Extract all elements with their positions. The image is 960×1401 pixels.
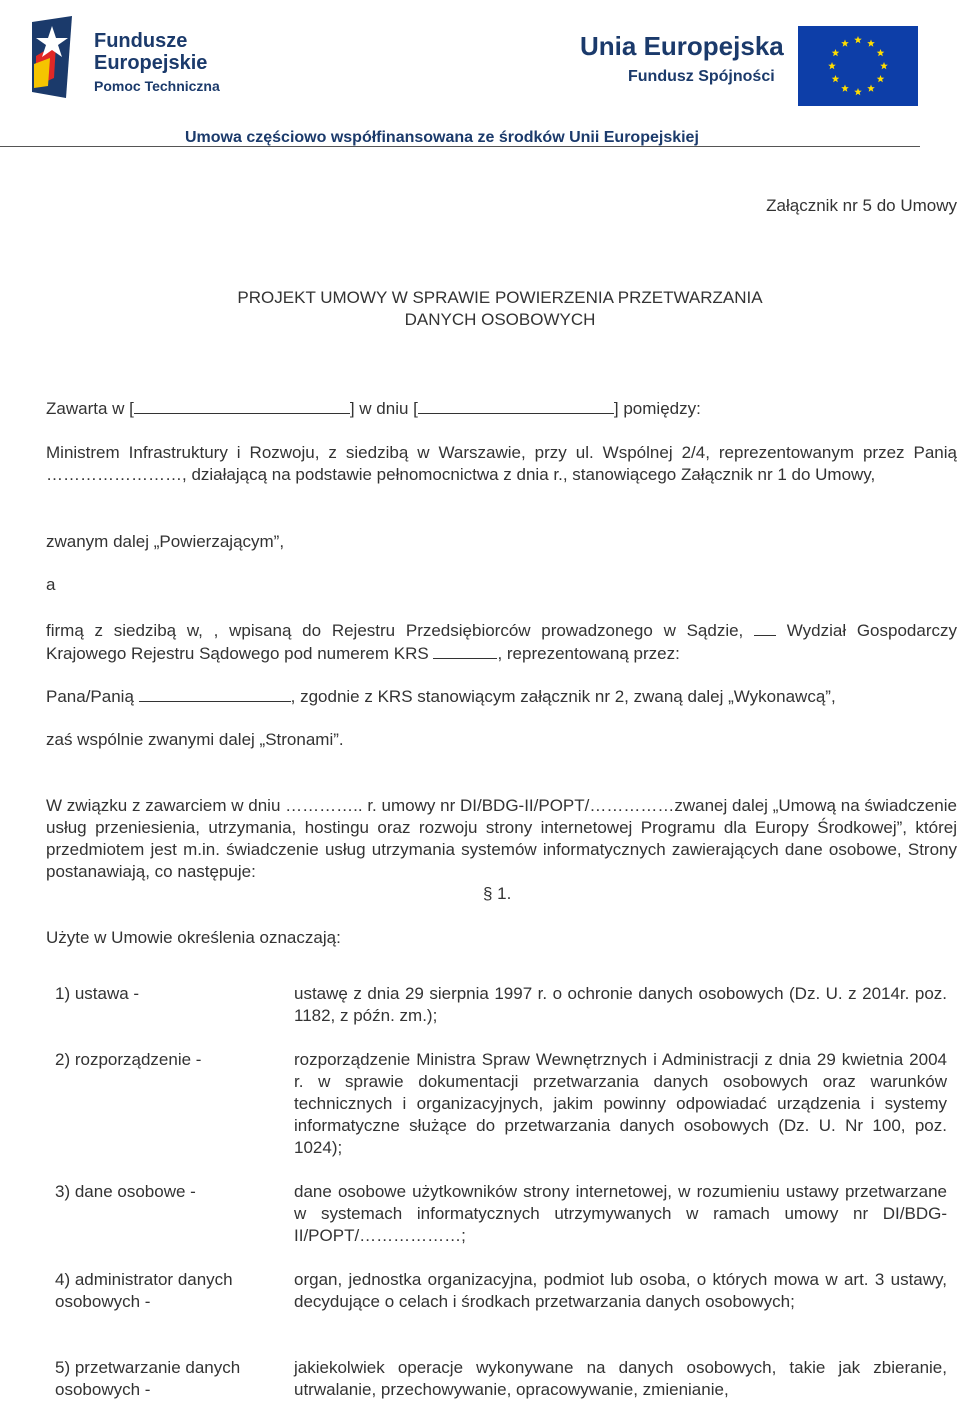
annex-label: Załącznik nr 5 do Umowy: [766, 196, 957, 215]
definition-term: 3) dane osobowe -: [55, 1182, 196, 1201]
ue-logo-text: Unia Europejska: [580, 31, 784, 61]
definition-description: organ, jednostka organizacyjna, podmiot lub osoba, o których mowa w art. 3 ustawy, decydujące o celach i środkach przetwarzania danych osobowych;: [294, 1270, 947, 1311]
document-title: PROJEKT UMOWY W SPRAWIE POWIERZENIA PRZETWARZANIA DANYCH OSOBOWYCH: [237, 288, 763, 329]
unia-europejska-logo: [580, 26, 920, 106]
section-heading: § 1.: [483, 884, 512, 903]
eu-flag-icon: [798, 26, 918, 106]
krs-number-blank[interactable]: [433, 642, 497, 659]
fe-logo-subtext: Pomoc Techniczna: [94, 78, 220, 94]
concluded-line: Zawarta w [ ] w dniu [ ] pomiędzy:: [46, 399, 701, 418]
context-paragraph: W związku z zawarciem w dniu ………….. r. umowy nr DI/BDG-II/POPT/……………zwanej dalej „Umową na świadczenie usług przeniesienia, utrzymania, hostingu oraz rozwoju strony internetowej Programu dla Europy Środkowej”, której przedmiotem jest m.in. świadczenie usług utrzymania systemów informatycznych zawierających dane osobowe, Strony postanawiają, co następuje:: [46, 796, 957, 881]
court-number-blank[interactable]: [754, 619, 776, 636]
representative-name-blank[interactable]: [139, 685, 291, 702]
fe-logo-text: Fundusze Europejskie: [94, 30, 208, 74]
fe-flag-icon: [32, 16, 88, 98]
definition-description: jakiekolwiek operacje wykonywane na danych osobowych, takie jak zbieranie, utrwalanie, przechowywanie, opracowywanie, zmienianie,: [294, 1358, 947, 1399]
header-divider: [0, 146, 920, 147]
representative-line: Pana/Panią , zgodnie z KRS stanowiącym załącznik nr 2, zwaną dalej „Wykonawcą”,: [46, 687, 836, 706]
date-blank[interactable]: [418, 397, 614, 414]
entrusting-party-label: zwanym dalej „Powierzającym”,: [46, 532, 285, 551]
place-blank[interactable]: [134, 397, 350, 414]
ue-logo-subtext: Fundusz Spójności: [628, 68, 775, 85]
definition-term: 5) przetwarzanie danych osobowych -: [55, 1358, 241, 1399]
parties-line: zaś wspólnie zwanymi dalej „Stronami”.: [46, 730, 344, 749]
definition-term: 4) administrator danych osobowych -: [55, 1270, 233, 1311]
definition-term: 1) ustawa -: [55, 984, 140, 1003]
and-conjunction: a: [46, 575, 56, 594]
header-tagline: Umowa częściowo współfinansowana ze środków Unii Europejskiej: [185, 129, 699, 146]
definitions-intro: Użyte w Umowie określenia oznaczają:: [46, 928, 341, 947]
definition-term: 2) rozporządzenie -: [55, 1050, 202, 1069]
definition-description: rozporządzenie Ministra Spraw Wewnętrznych i Administracji z dnia 29 kwietnia 2004 r. w sprawie dokumentacji przetwarzania danych osobowych oraz warunków technicznych i organizacyjnych, jakim powinny odpowiadać urządzenia i systemy informatyczne służące do przetwarzania danych osobowych (Dz. U. Nr 100, poz. 1024);: [294, 1050, 947, 1157]
company-paragraph: firmą z siedzibą w, , wpisaną do Rejestru Przedsiębiorców prowadzonego w Sądzie, Wydział Gospodarczy Krajowego Rejestru Sądowego pod numerem KRS , reprezentowaną przez:: [46, 621, 957, 663]
definition-description: ustawę z dnia 29 sierpnia 1997 r. o ochronie danych osobowych (Dz. U. z 2014r. poz. 1182, z późn. zm.);: [294, 984, 947, 1025]
definition-description: dane osobowe użytkowników strony internetowej, w rozumieniu ustawy przetwarzane w systemach informatycznych utrzymywanych w ramach umowy nr DI/BDG-II/POPT/………………;: [294, 1182, 947, 1245]
fundusze-europejskie-logo: [32, 16, 232, 98]
ministry-paragraph: Ministrem Infrastruktury i Rozwoju, z siedzibą w Warszawie, przy ul. Wspólnej 2/4, reprezentowanym przez Panią ……………………, działającą na podstawie pełnomocnictwa z dnia r., stanowiącego Załącznik nr 1 do Umowy,: [46, 443, 957, 484]
